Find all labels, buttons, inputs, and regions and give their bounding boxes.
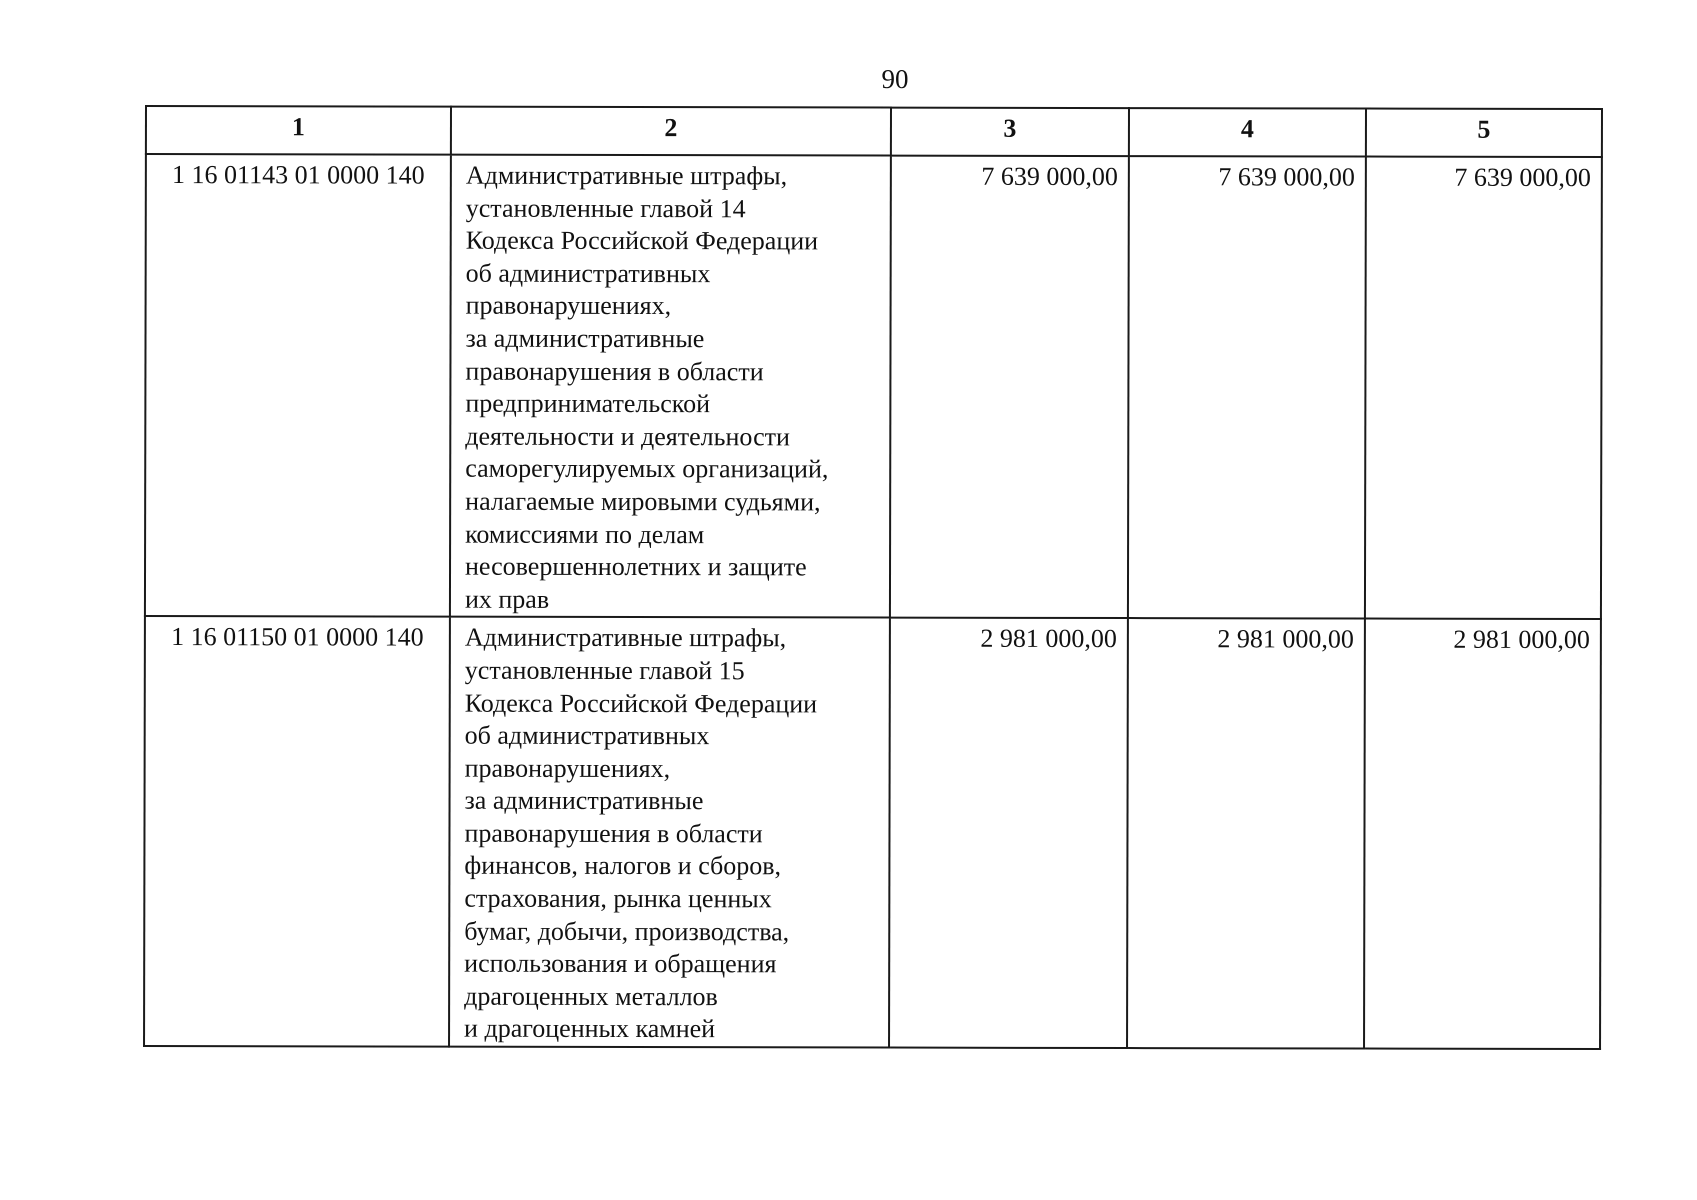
table-row — [145, 154, 1602, 619]
amount-cell-col4: 7 639 000,00 — [1128, 156, 1366, 619]
column-header-2: 2 — [451, 107, 891, 156]
column-header-5: 5 — [1366, 109, 1602, 157]
description-cell: Административные штрафы, установленные главой 14 Кодекса Российской Федерации об административных правонарушениях, за административные правонарушения в области предпринимательской деятельности и деятельности саморегулируемых организаций, налагаемые мировыми судьями, комиссиями по делам несовершеннолетних и защите их прав — [450, 155, 891, 618]
amount-cell-col4: 2 981 000,00 — [1127, 618, 1365, 1048]
description-cell: Административные штрафы, установленные главой 15 Кодекса Российской Федерации об административных правонарушениях, за административные правонарушения в области финансов, налогов и сборов, страхования, рынка ценных бумаг, добычи, производства, использования и обращения драгоценных металлов и драгоценных камней — [449, 617, 890, 1048]
amount-cell-col3: 7 639 000,00 — [890, 156, 1129, 619]
amount-cell-col5: 2 981 000,00 — [1364, 619, 1601, 1049]
column-header-3: 3 — [891, 108, 1129, 156]
amount-cell-col5: 7 639 000,00 — [1365, 157, 1602, 620]
budget-code-cell: 1 16 01150 01 0000 140 — [144, 616, 450, 1046]
budget-table — [143, 105, 1603, 1050]
table-header-row — [146, 106, 1602, 157]
page-number: 90 — [881, 64, 909, 94]
column-header-1: 1 — [146, 106, 451, 155]
amount-cell-col3: 2 981 000,00 — [889, 618, 1128, 1048]
budget-code-cell: 1 16 01143 01 0000 140 — [145, 154, 451, 617]
table-row — [144, 616, 1601, 1049]
column-header-4: 4 — [1129, 108, 1366, 156]
